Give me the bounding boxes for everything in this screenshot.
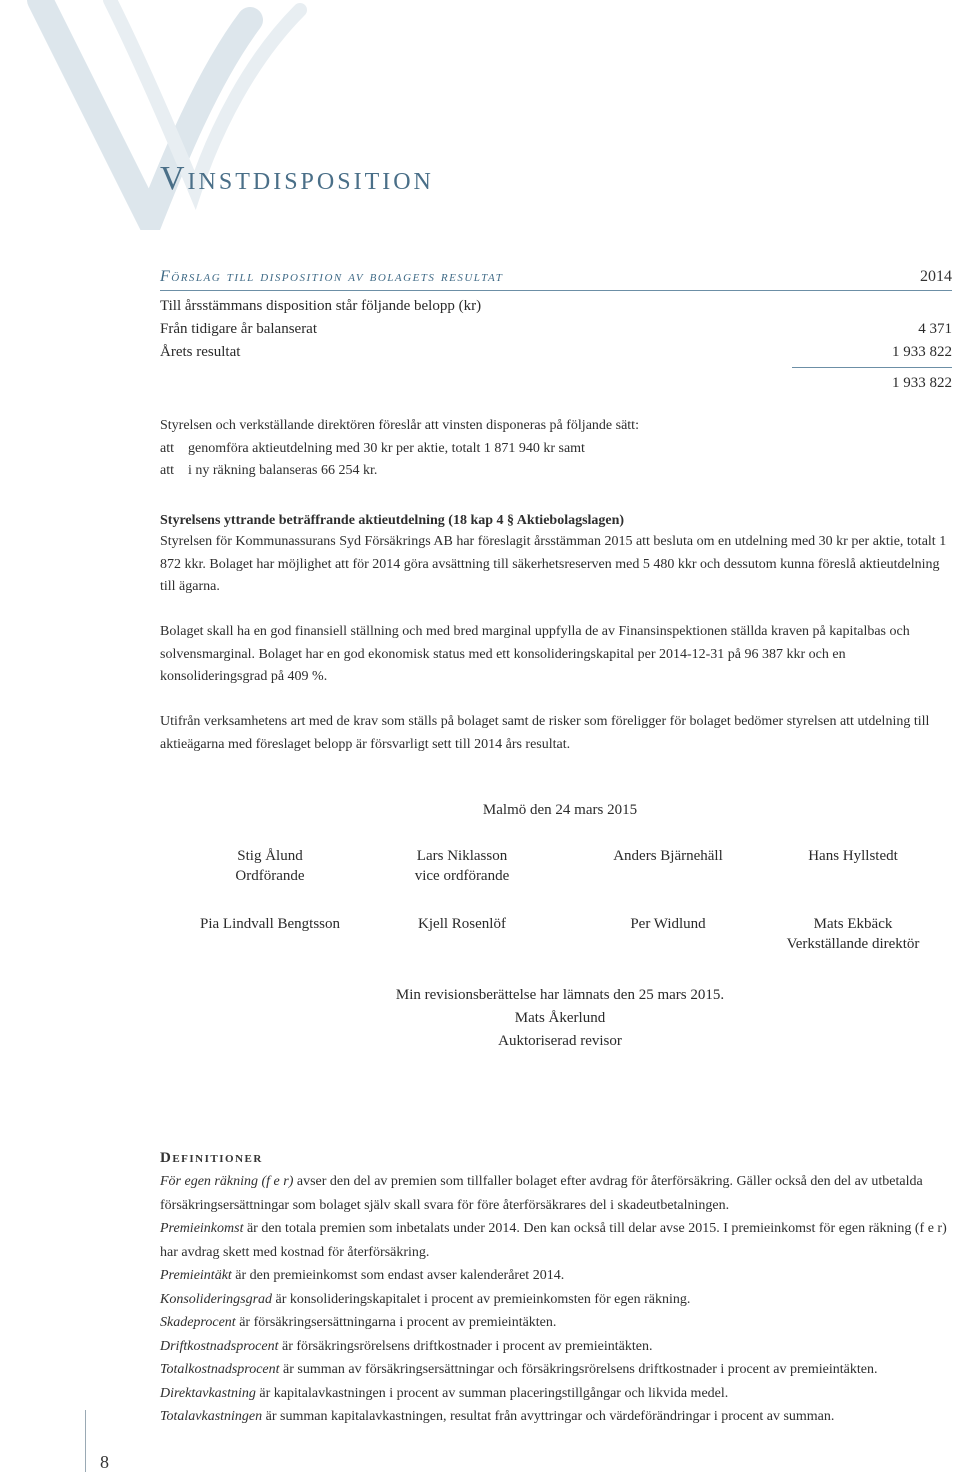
place-date: Malmö den 24 mars 2015: [482, 802, 638, 818]
signatory-name: Per Widlund: [630, 916, 706, 932]
signatory-role: Verkställande direktör: [786, 936, 920, 952]
definition-text: är summan kapitalavkastningen, resultat från avyttringar och värdeförändringar i procent av summan.: [262, 1409, 835, 1424]
proposal-row: [160, 344, 952, 364]
statement-paragraph-2: Bolaget skall ha en god finansiell ställning och med bred marginal uppfylla de av Finansinspektionen ställda kraven på kapitalbas och solvensmarginal. Bolaget har en god ekonomisk status med ett konsolideringskapital per 2014-12-31 på 96 387 kkr och en konsolideringsgrad på 409 %.: [160, 624, 910, 684]
definition-text: är försäkringsersättningarna i procent av premieintäkten.: [235, 1315, 557, 1330]
page-title: Vinstdisposition: [160, 160, 434, 197]
signature-block: [573, 916, 763, 933]
signature-block: [175, 916, 365, 933]
definition-term: Premieintäkt: [160, 1268, 232, 1283]
signature-block: [175, 848, 365, 885]
page-number: 8: [100, 1452, 109, 1472]
signatory-role: Ordförande: [235, 868, 305, 884]
definition-item: [160, 1217, 954, 1264]
definition-item: [160, 1382, 954, 1406]
signature-block: [758, 848, 948, 865]
definition-term: För egen räkning (f e r): [160, 1174, 294, 1189]
auditor-role: Auktoriserad revisor: [498, 1033, 622, 1049]
signatory-name: Kjell Rosenlöf: [418, 916, 506, 932]
board-proposal: [160, 415, 952, 483]
definition-item: [160, 1311, 954, 1335]
signatory-name: Anders Bjärnehäll: [613, 848, 723, 864]
proposal-heading: Förslag till disposition av bolagets resultat: [160, 268, 504, 285]
statement-paragraph-1: Styrelsen för Kommunassurans Syd Försäkrings AB har föreslagit årsstämman 2015 att besluta om en utdelning med 30 kr per aktie, totalt 1 872 kkr. Bolaget har möjlighet att för 2014 göra avsättning till säkerhetsreserven med 5 480 kkr och dessutom kunna föreslå aktieutdelning till ägarna.: [160, 534, 947, 594]
definitions-heading: Definitioner: [160, 1150, 263, 1166]
auditor-block: [310, 984, 810, 1053]
statement-paragraph-3: Utifrån verksamhetens art med de krav som ställs på bolaget samt de risker som föreligger för bolaget bedömer styrelsen att utdelning till aktieägarna med föreslaget belopp är försvarligt sett till 2014 års resultat.: [160, 714, 930, 752]
proposal-section-header: [160, 268, 952, 291]
definition-text: är summan av försäkringsersättningar och försäkringsrörelsens driftkostnader i procent av premieintäkten.: [279, 1362, 878, 1377]
signatory-role: vice ordförande: [414, 868, 510, 884]
signature-block: [573, 848, 763, 865]
definition-term: Totalavkastningen: [160, 1409, 263, 1424]
board-proposal-line: Styrelsen och verkställande direktören föreslår att vinsten disponeras på följande sätt:: [160, 418, 639, 433]
definition-term: Skadeprocent: [160, 1315, 236, 1330]
signatory-name: Hans Hyllstedt: [808, 848, 898, 864]
definition-item: [160, 1358, 954, 1382]
signatory-name: Lars Niklasson: [416, 848, 508, 864]
signature-block: [758, 916, 948, 953]
auditor-name: Mats Åkerlund: [514, 1010, 606, 1026]
board-proposal-line: att genomföra aktieutdelning med 30 kr per aktie, totalt 1 871 940 kr samt: [160, 440, 585, 456]
sum-divider: [792, 367, 952, 368]
row-label: Årets resultat: [160, 344, 241, 360]
definition-item: [160, 1335, 954, 1359]
auditor-note: Min revisionsberättelse har lämnats den 25 mars 2015.: [395, 987, 725, 1003]
total-value: 1 933 822: [892, 375, 952, 391]
definition-item: [160, 1405, 954, 1429]
definition-term: Direktavkastning: [160, 1385, 256, 1401]
definitions-list: [160, 1170, 954, 1429]
definition-term: Totalkostnadsprocent: [160, 1362, 280, 1377]
proposal-year: 2014: [920, 268, 952, 285]
row-value: 4 371: [918, 321, 952, 337]
definition-term: Driftkostnadsprocent: [160, 1338, 279, 1354]
signature-block: [367, 916, 557, 933]
signatory-name: Mats Ekbäck: [813, 916, 893, 932]
definition-text: är konsolideringskapitalet i procent av premieinkomsten för egen räkning.: [272, 1291, 691, 1307]
definition-text: är försäkringsrörelsens driftkostnader i procent av premieintäkten.: [278, 1338, 653, 1354]
proposal-intro: Till årsstämmans disposition står följande belopp (kr): [160, 298, 482, 314]
definition-text: är kapitalavkastningen i procent av summan placeringstillgångar och likvida medel.: [255, 1385, 729, 1401]
proposal-row: [160, 321, 952, 341]
definition-text: avser den del av premien som tillfaller bolaget efter avdrag för återförsäkring. Gäller också den del av utbetalda försäkringsersättningar som bolaget själv skall svara för före återförsäkrares del i skadeutbetalningen.: [160, 1174, 923, 1213]
definition-item: [160, 1264, 954, 1288]
signatory-name: Stig Ålund: [237, 848, 303, 864]
row-label: Från tidigare år balanserat: [160, 321, 318, 337]
definition-item: [160, 1170, 954, 1217]
definition-text: är den premieinkomst som endast avser kalenderåret 2014.: [231, 1268, 565, 1283]
proposal-total-row: [160, 375, 952, 395]
definition-term: Konsolideringsgrad: [160, 1291, 273, 1307]
signatory-name: Pia Lindvall Bengtsson: [200, 916, 340, 932]
board-proposal-line: att i ny räkning balanseras 66 254 kr.: [160, 463, 378, 478]
definition-item: [160, 1288, 954, 1312]
definition-term: Premieinkomst: [160, 1221, 244, 1236]
page-margin-line: [85, 1410, 86, 1472]
definition-text: är den totala premien som inbetalats under 2014. Den kan också till delar avse 2015. I premieinkomst för egen räkning (f e r) har avdrag skett med kostnad för återförsäkring.: [160, 1221, 947, 1260]
signature-block: [367, 848, 557, 885]
row-value: 1 933 822: [892, 344, 952, 360]
statement-heading: Styrelsens yttrande beträffrande aktieutdelning (18 kap 4 § Aktiebolagslagen): [160, 513, 625, 528]
